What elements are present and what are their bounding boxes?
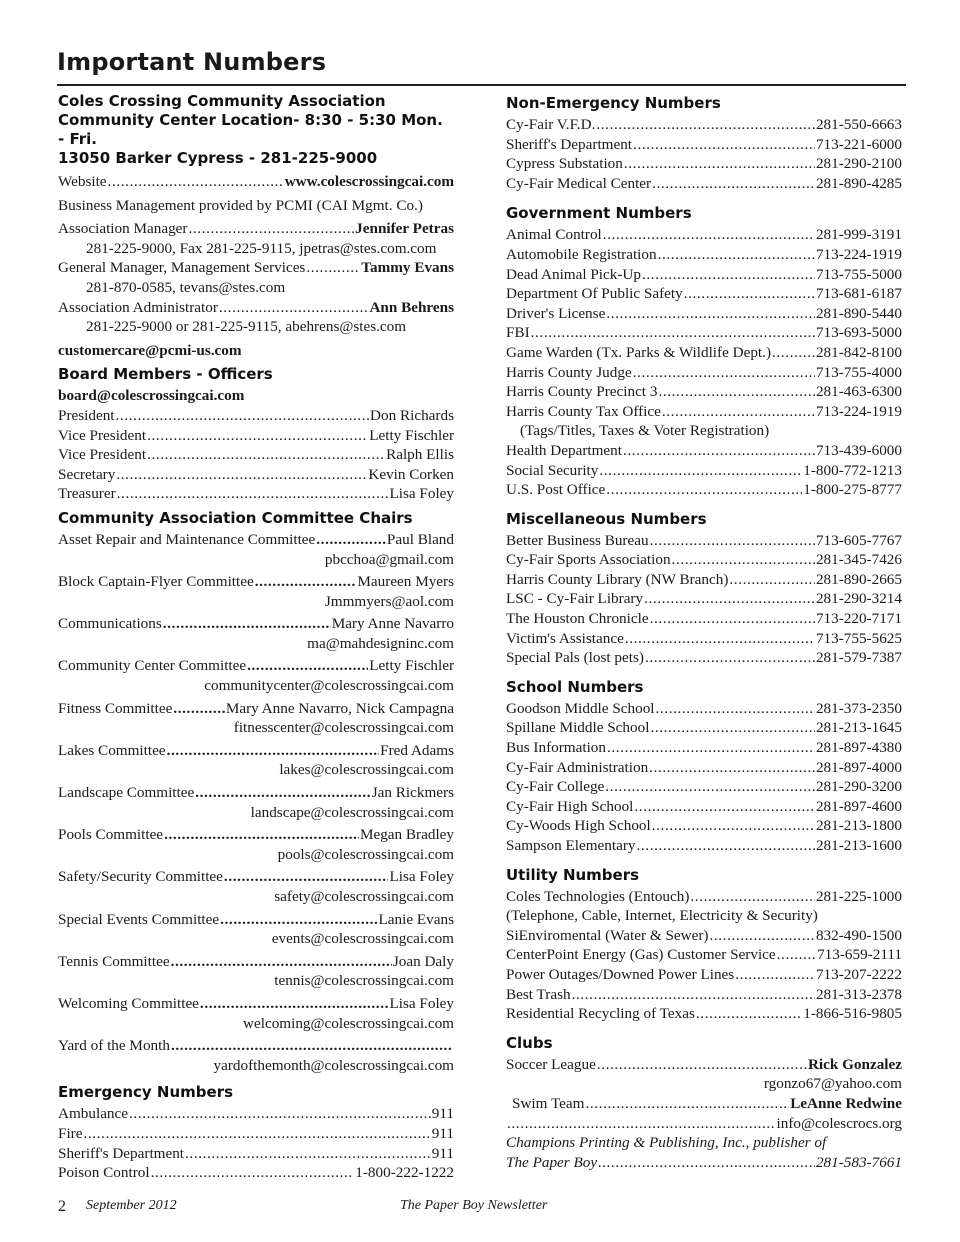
list-item <box>506 609 902 629</box>
right-column <box>506 92 902 1172</box>
list-item-label: Cy-Fair High School <box>506 797 634 815</box>
list-item-value: 281-890-5440 <box>815 304 902 322</box>
committee-chair: Maureen Myers <box>357 573 454 591</box>
list-item-value: 281-999-3191 <box>815 226 902 244</box>
list-item-label: Victim's Assistance <box>506 629 624 647</box>
manager-label: Association Manager <box>58 220 188 238</box>
soccer-contact: Rick Gonzalez <box>807 1055 902 1073</box>
list-item <box>506 304 902 324</box>
non-emergency-heading: Non-Emergency Numbers <box>506 94 721 112</box>
list-item-value: 713-224-1919 <box>815 402 902 420</box>
committee-row <box>58 1036 454 1056</box>
list-item-label: LSC - Cy-Fair Library <box>506 590 644 608</box>
list-item-label: Vice President <box>58 446 147 464</box>
list-item-label: SiEnviromental (Water & Sewer) <box>506 926 709 944</box>
committee-email[interactable]: landscape@colescrossingcai.com <box>250 803 454 821</box>
list-item-label: Secretary <box>58 465 116 483</box>
list-item <box>506 945 902 965</box>
administrator-row <box>58 298 454 318</box>
soccer-label: Soccer League <box>506 1055 596 1073</box>
list-item-label: Special Pals (lost pets) <box>506 649 644 667</box>
list-item-label: The Houston Chronicle <box>506 610 649 628</box>
committee-chair: Lisa Foley <box>389 868 454 886</box>
committee-name: Tennis Committee <box>58 952 170 970</box>
manager-name: Jennifer Petras <box>355 220 454 238</box>
list-item <box>506 323 902 343</box>
swim-contact: LeAnne Redwine <box>790 1094 902 1112</box>
general-manager-label: General Manager, Management Services <box>58 259 306 277</box>
list-item-label: Harris County Judge <box>506 363 632 381</box>
utility-list <box>506 926 902 1024</box>
list-item-label: Coles Technologies (Entouch) <box>506 887 690 905</box>
list-item <box>58 445 454 465</box>
list-item <box>506 926 902 946</box>
administrator-label: Association Administrator <box>58 298 218 316</box>
swim-email-row <box>506 1114 902 1134</box>
list-item-value: 281-313-2378 <box>815 985 902 1003</box>
list-item-label: Cy-Fair Sports Association <box>506 551 671 569</box>
list-item <box>506 1004 902 1024</box>
list-item-value: 281-290-3214 <box>815 590 902 608</box>
committee-chair: Fred Adams <box>380 741 454 759</box>
list-item-label: Driver's License <box>506 304 606 322</box>
committee-name: Communications <box>58 615 162 633</box>
list-item-value: 713-605-7767 <box>815 531 902 549</box>
committee-row <box>58 741 454 761</box>
list-item <box>506 985 902 1005</box>
committee-chair: Jan Rickmers <box>371 784 454 802</box>
list-item-value: 713-681-6187 <box>815 285 902 303</box>
printer-row <box>506 1153 902 1173</box>
committee-row <box>58 614 454 634</box>
list-item-label: Game Warden (Tx. Parks & Wildlife Dept.) <box>506 343 772 361</box>
issue-date: September 2012 <box>86 1198 177 1213</box>
list-item <box>58 1124 454 1144</box>
list-item-value: 713-224-1919 <box>815 245 902 263</box>
list-item <box>506 718 902 738</box>
website-label: Website <box>58 173 107 190</box>
committee-name: Lakes Committee <box>58 741 166 759</box>
list-item-value: 281-463-6300 <box>815 383 902 401</box>
printer-phone: 281-583-7661 <box>815 1153 902 1171</box>
committee-chair: Letty Fischler <box>369 657 454 675</box>
list-item-value: 713-221-6000 <box>815 135 902 153</box>
committee-name: Community Center Committee <box>58 657 247 675</box>
list-item-value: 281-213-1645 <box>815 719 902 737</box>
list-item <box>506 245 902 265</box>
board-list <box>58 406 454 504</box>
list-item <box>506 965 902 985</box>
customer-care-email[interactable]: customercare@pcmi-us.com <box>58 341 242 359</box>
committee-email[interactable]: fitnesscenter@colescrossingcai.com <box>233 719 454 737</box>
list-item-value: 1-800-275-8777 <box>803 481 902 499</box>
committee-row <box>58 572 454 592</box>
list-item <box>506 816 902 836</box>
list-item-value: 713-755-4000 <box>815 363 902 381</box>
list-item-value: Kevin Corken <box>368 465 454 483</box>
manager-contact: 281-225-9000, Fax 281-225-9115, jpetras@stes.com.com <box>86 239 437 257</box>
list-item-value: 713-659-2111 <box>817 946 902 964</box>
list-item <box>506 531 902 551</box>
list-item-value: 281-345-7426 <box>815 551 902 569</box>
list-item-value: 1-800-772-1213 <box>803 461 902 479</box>
committee-email[interactable]: Jmmmyers@aol.com <box>324 592 454 610</box>
list-item <box>506 738 902 758</box>
list-item-label: Cypress Substation <box>506 155 623 173</box>
swim-label: Swim Team <box>512 1094 585 1112</box>
list-item <box>506 402 902 422</box>
list-item <box>58 426 454 446</box>
general-manager-name: Tammy Evans <box>361 259 454 277</box>
list-item-label: Bus Information <box>506 739 606 757</box>
clubs-heading: Clubs <box>506 1033 553 1052</box>
committee-name: Fitness Committee <box>58 699 173 717</box>
committee-row <box>58 530 454 550</box>
committee-name: Special Events Committee <box>58 910 220 928</box>
list-item-value: 281-225-1000 <box>815 887 902 905</box>
list-item-label: Dead Animal Pick-Up <box>506 265 641 283</box>
administrator-name: Ann Behrens <box>369 298 454 316</box>
list-item-value: 911 <box>431 1124 454 1142</box>
list-item-label: President <box>58 406 115 424</box>
committee-row <box>58 783 454 803</box>
list-item-value: 832-490-1500 <box>815 926 902 944</box>
list-item-value: 713-207-2222 <box>815 965 902 983</box>
list-item-value: 281-213-1800 <box>815 817 902 835</box>
list-item <box>506 797 902 817</box>
committee-chair: Paul Bland <box>386 530 454 548</box>
committee-row <box>58 867 454 887</box>
non-emergency-list <box>506 115 902 193</box>
list-item-label: CenterPoint Energy (Gas) Customer Service <box>506 946 776 964</box>
list-item-value: 281-579-7387 <box>815 649 902 667</box>
list-item <box>506 284 902 304</box>
list-item-label: Sheriff's Department <box>58 1144 185 1162</box>
list-item-label: Cy-Fair Administration <box>506 758 649 776</box>
list-item-value: Lisa Foley <box>389 485 454 503</box>
government-list <box>506 225 902 421</box>
list-item-value: 713-755-5625 <box>815 629 902 647</box>
committee-row <box>58 656 454 676</box>
list-item <box>506 570 902 590</box>
list-item-value: 713-220-7171 <box>815 610 902 628</box>
list-item-label: Treasurer <box>58 485 116 503</box>
committee-row <box>58 699 454 719</box>
list-item <box>506 363 902 383</box>
list-item-label: Vice President <box>58 426 147 444</box>
list-item-value: 281-897-4600 <box>815 797 902 815</box>
list-item-value: 911 <box>431 1144 454 1162</box>
page-number: 2 <box>58 1198 66 1215</box>
list-item <box>506 699 902 719</box>
list-item <box>506 265 902 285</box>
list-item-value: Don Richards <box>370 406 454 424</box>
swim-email[interactable]: info@colescrocs.org <box>776 1114 902 1132</box>
committee-email[interactable]: events@colescrossingcai.com <box>271 930 454 948</box>
association-heading-line: Community Center Location- 8:30 - 5:30 Mon. - Fri. <box>58 111 443 148</box>
list-item-label: U.S. Post Office <box>506 481 606 499</box>
list-item-value: 281-897-4380 <box>815 739 902 757</box>
list-item-value: 281-373-2350 <box>815 699 902 717</box>
emergency-list <box>58 1104 454 1182</box>
list-item <box>506 135 902 155</box>
committee-chair: Mary Anne Navarro, Nick Campagna <box>225 699 454 717</box>
list-item-value: 281-290-3200 <box>815 778 902 796</box>
committee-email[interactable]: pbcchoa@gmail.com <box>324 550 454 568</box>
government-list-2 <box>506 441 902 500</box>
page-title: Important Numbers <box>57 48 327 76</box>
committee-chair: Megan Bradley <box>359 826 454 844</box>
list-item-label: Fire <box>58 1124 83 1142</box>
list-item <box>506 115 902 135</box>
list-item-label: Social Security <box>506 461 599 479</box>
list-item-value: 281-213-1600 <box>815 837 902 854</box>
list-item-value: 281-550-6663 <box>815 116 902 133</box>
list-item <box>506 836 902 856</box>
list-item-label: Power Outages/Downed Power Lines <box>506 965 735 983</box>
list-item-value: 713-693-5000 <box>815 324 902 342</box>
association-heading-line: Coles Crossing Community Association <box>58 92 386 110</box>
administrator-contact: 281-225-9000 or 281-225-9115, abehrens@stes.com <box>86 318 407 336</box>
list-item-value: 713-755-5000 <box>815 265 902 283</box>
school-list <box>506 699 902 856</box>
committee-chair: Lisa Foley <box>389 994 454 1012</box>
utility-heading: Utility Numbers <box>506 865 640 884</box>
list-item <box>506 154 902 174</box>
general-manager-contact: 281-870-0585, tevans@stes.com <box>86 278 286 296</box>
website-row <box>58 172 454 192</box>
list-item-label: Animal Control <box>506 226 602 244</box>
list-item <box>506 887 902 907</box>
soccer-email[interactable]: rgonzo67@yahoo.com <box>763 1075 902 1093</box>
list-item-label: Goodson Middle School <box>506 699 655 717</box>
list-item-value: Ralph Ellis <box>386 446 454 464</box>
left-column <box>58 92 454 1183</box>
list-item-label: Automobile Registration <box>506 245 657 263</box>
committee-email[interactable]: pools@colescrossingcai.com <box>277 845 454 863</box>
list-item <box>58 484 454 504</box>
list-item-label: Residential Recycling of Texas <box>506 1005 695 1023</box>
list-item <box>506 480 902 500</box>
list-item <box>506 441 902 461</box>
list-item-label: Sampson Elementary <box>506 837 636 854</box>
list-item <box>506 382 902 402</box>
list-item-value: 911 <box>431 1105 454 1123</box>
committee-email[interactable]: welcoming@colescrossingcai.com <box>243 1014 454 1032</box>
list-item <box>506 174 902 194</box>
committee-email[interactable]: ma@mahdesigninc.com <box>307 634 454 652</box>
list-item-value: Letty Fischler <box>369 426 454 444</box>
association-heading-line: 13050 Barker Cypress - 281-225-9000 <box>58 149 378 167</box>
list-item-value: 281-890-4285 <box>815 174 902 192</box>
committee-name: Safety/Security Committee <box>58 868 223 886</box>
committee-name: Block Captain-Flyer Committee <box>58 573 254 591</box>
emergency-heading: Emergency Numbers <box>58 1083 234 1102</box>
list-item-label: Cy-Fair V.F.D. <box>506 116 596 133</box>
list-item <box>506 550 902 570</box>
list-item-label: Harris County Tax Office <box>506 402 661 420</box>
coles-note: (Telephone, Cable, Internet, Electricity & Security) <box>506 907 818 925</box>
general-manager-row <box>58 258 454 278</box>
soccer-row <box>506 1055 902 1075</box>
list-item <box>58 406 454 426</box>
misc-list <box>506 531 902 668</box>
list-item-value: 1-800-222-1222 <box>355 1164 454 1182</box>
committee-name: Welcoming Committee <box>58 994 199 1012</box>
printer-label: The Paper Boy <box>506 1153 598 1171</box>
committee-email[interactable]: yardofthemonth@colescrossingcai.com <box>213 1056 454 1074</box>
list-item-label: Cy-Fair Medical Center <box>506 174 652 192</box>
committee-email[interactable]: tennis@colescrossingcai.com <box>274 972 454 990</box>
swim-row <box>506 1094 902 1114</box>
list-item-value: 713-439-6000 <box>815 441 902 459</box>
committee-name: Landscape Committee <box>58 784 195 802</box>
list-item-value: 281-290-2100 <box>815 155 902 173</box>
manager-row <box>58 219 454 239</box>
list-item <box>506 589 902 609</box>
list-item-label: Department Of Public Safety <box>506 285 683 303</box>
committee-row <box>58 994 454 1014</box>
list-item-value: 281-890-2665 <box>815 570 902 588</box>
list-item-value: 281-897-4000 <box>815 758 902 776</box>
committee-name: Asset Repair and Maintenance Committee <box>58 530 316 548</box>
list-item-label: Best Trash <box>506 985 571 1003</box>
website-link[interactable]: www.colescrossingcai.com <box>284 173 454 190</box>
committee-row <box>58 825 454 845</box>
list-item-label: Cy-Fair College <box>506 778 605 796</box>
board-email[interactable]: board@colescrossingcai.com <box>58 387 245 405</box>
list-item-label: Health Department <box>506 441 622 459</box>
list-item-label: FBI <box>506 324 530 342</box>
printer-line: Champions Printing & Publishing, Inc., publisher of <box>506 1134 827 1152</box>
school-heading: School Numbers <box>506 677 644 696</box>
list-item-label: Better Business Bureau <box>506 531 649 549</box>
misc-heading: Miscellaneous Numbers <box>506 509 707 528</box>
management-text: Business Management provided by PCMI (CAI Mgmt. Co.) <box>58 196 423 214</box>
list-item-value: 281-842-8100 <box>815 343 902 361</box>
list-item <box>506 225 902 245</box>
committee-email[interactable]: communitycenter@colescrossingcai.com <box>204 677 454 695</box>
list-item-label: Cy-Woods High School <box>506 817 651 835</box>
committee-chair: Lanie Evans <box>378 910 454 928</box>
committee-email[interactable]: safety@colescrossingcai.com <box>274 888 454 905</box>
committee-row <box>58 952 454 972</box>
list-item-label: Spillane Middle School <box>506 719 650 737</box>
committee-list <box>58 530 454 1078</box>
list-item-label: Sheriff's Department <box>506 135 633 153</box>
committee-email[interactable]: lakes@colescrossingcai.com <box>279 761 454 779</box>
committees-heading: Community Association Committee Chairs <box>58 508 413 527</box>
list-item-value: 1-866-516-9805 <box>803 1005 902 1023</box>
list-item <box>58 1163 454 1183</box>
government-heading: Government Numbers <box>506 204 692 223</box>
list-item-label: Poison Control <box>58 1164 150 1182</box>
board-heading: Board Members - Officers <box>58 365 273 384</box>
committee-name: Yard of the Month <box>58 1037 170 1055</box>
tax-office-note: (Tags/Titles, Taxes & Voter Registration) <box>520 422 770 440</box>
committee-chair: Mary Anne Navarro <box>331 615 454 633</box>
committee-name: Pools Committee <box>58 826 164 844</box>
list-item <box>58 1144 454 1164</box>
list-item-label: Harris County Library (NW Branch) <box>506 570 729 588</box>
list-item <box>506 758 902 778</box>
list-item <box>506 629 902 649</box>
list-item <box>506 461 902 481</box>
committee-chair: Joan Daly <box>392 952 454 970</box>
list-item <box>506 777 902 797</box>
association-heading <box>58 92 454 168</box>
list-item-label: Ambulance <box>58 1105 129 1123</box>
list-item <box>58 1104 454 1124</box>
title-divider <box>57 84 906 86</box>
list-item <box>58 465 454 485</box>
committee-row <box>58 910 454 930</box>
list-item <box>506 343 902 363</box>
list-item-label: Harris County Precinct 3 <box>506 383 658 401</box>
list-item <box>506 648 902 668</box>
publication-name: The Paper Boy Newsletter <box>400 1198 548 1213</box>
